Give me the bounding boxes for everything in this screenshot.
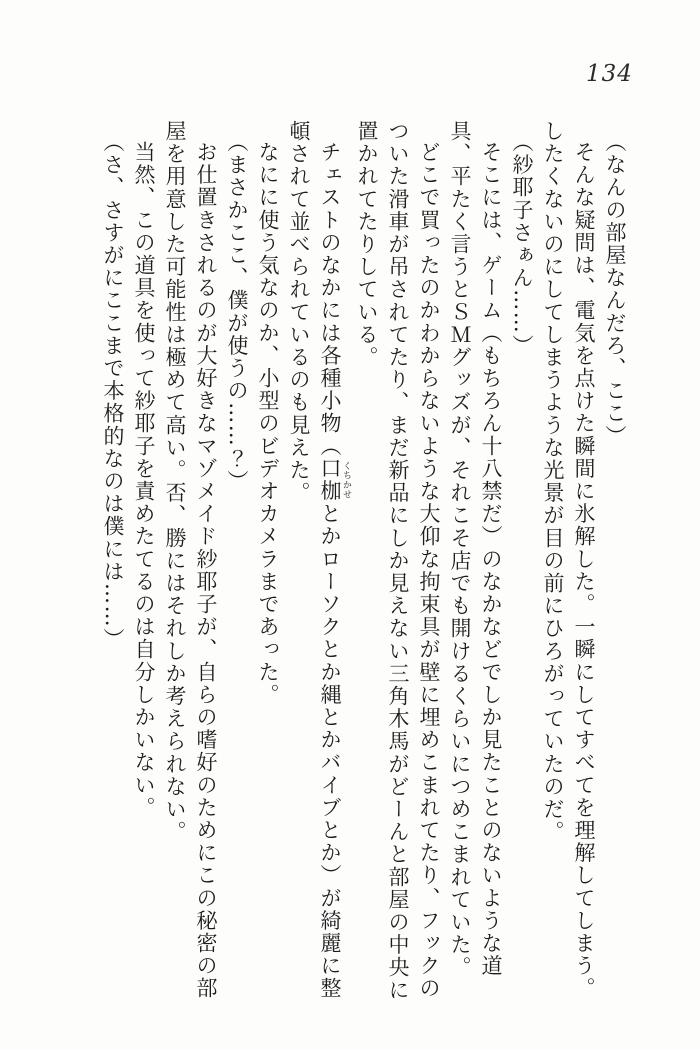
body-text <box>82 120 630 1008</box>
ruby-base: 口枷 <box>318 457 342 503</box>
paragraph-4: そこには、ゲーム（もちろん十八禁だ）のなかなどでしか見たことのないような道具、平たく言うとＳＭグッズが、それこそ店でも開けるくらいにつめこまれていた。 <box>448 120 503 979</box>
paragraph-5: どこで買ったのかわからないような大仰な拘束具が壁に埋めこまれてたり、フックのついた滑車が吊されてたり、まだ新品にしか見えない三角木馬がどーんと部屋の中央に置かれてたりしている。 <box>355 120 441 1002</box>
paragraph-2: そんな疑問は、電気を点けた瞬間に氷解した。一瞬にしてすべてを理解してしまう。したくないのにしてしまうような光景が目の前にひろがっていたのだ。 <box>541 120 596 1000</box>
page-number: 134 <box>586 61 633 87</box>
paragraph-11: （さ、さすがにここまで本格的なのは僕には……） <box>101 131 125 651</box>
paragraph-3: （紗耶子さぁん……） <box>510 131 534 357</box>
paragraph-10: 当然、この道具を使って紗耶子を責めたてるのは自分しかいない。 <box>132 141 156 819</box>
paragraph-7: なにに使う気なのか、小型のビデオカメラまであった。 <box>256 141 280 706</box>
paragraph-6 <box>283 120 351 1008</box>
paragraph-6-lead: チェストのなかには各種小物（ <box>318 141 342 458</box>
ruby-text: くちかせ <box>341 457 351 503</box>
paragraph-8: （まさかここ、僕が使うの……？） <box>225 131 249 493</box>
paragraph-1: （なんの部屋なんだろ、ここ） <box>603 131 627 448</box>
paragraph-9: お仕置きされるのが大好きなマゾメイド紗耶子が、自らの嗜好のためにこの秘密の部屋を用意した可能性は極めて高い。否、勝にはそれしか考えられない。 <box>163 120 218 1000</box>
furigana-kuchikase <box>318 457 351 503</box>
paragraph-6-tail: とかローソクとか縄とかバイブとか）が綺麗に整頓されて並べられているのも見えた。 <box>287 120 342 1000</box>
